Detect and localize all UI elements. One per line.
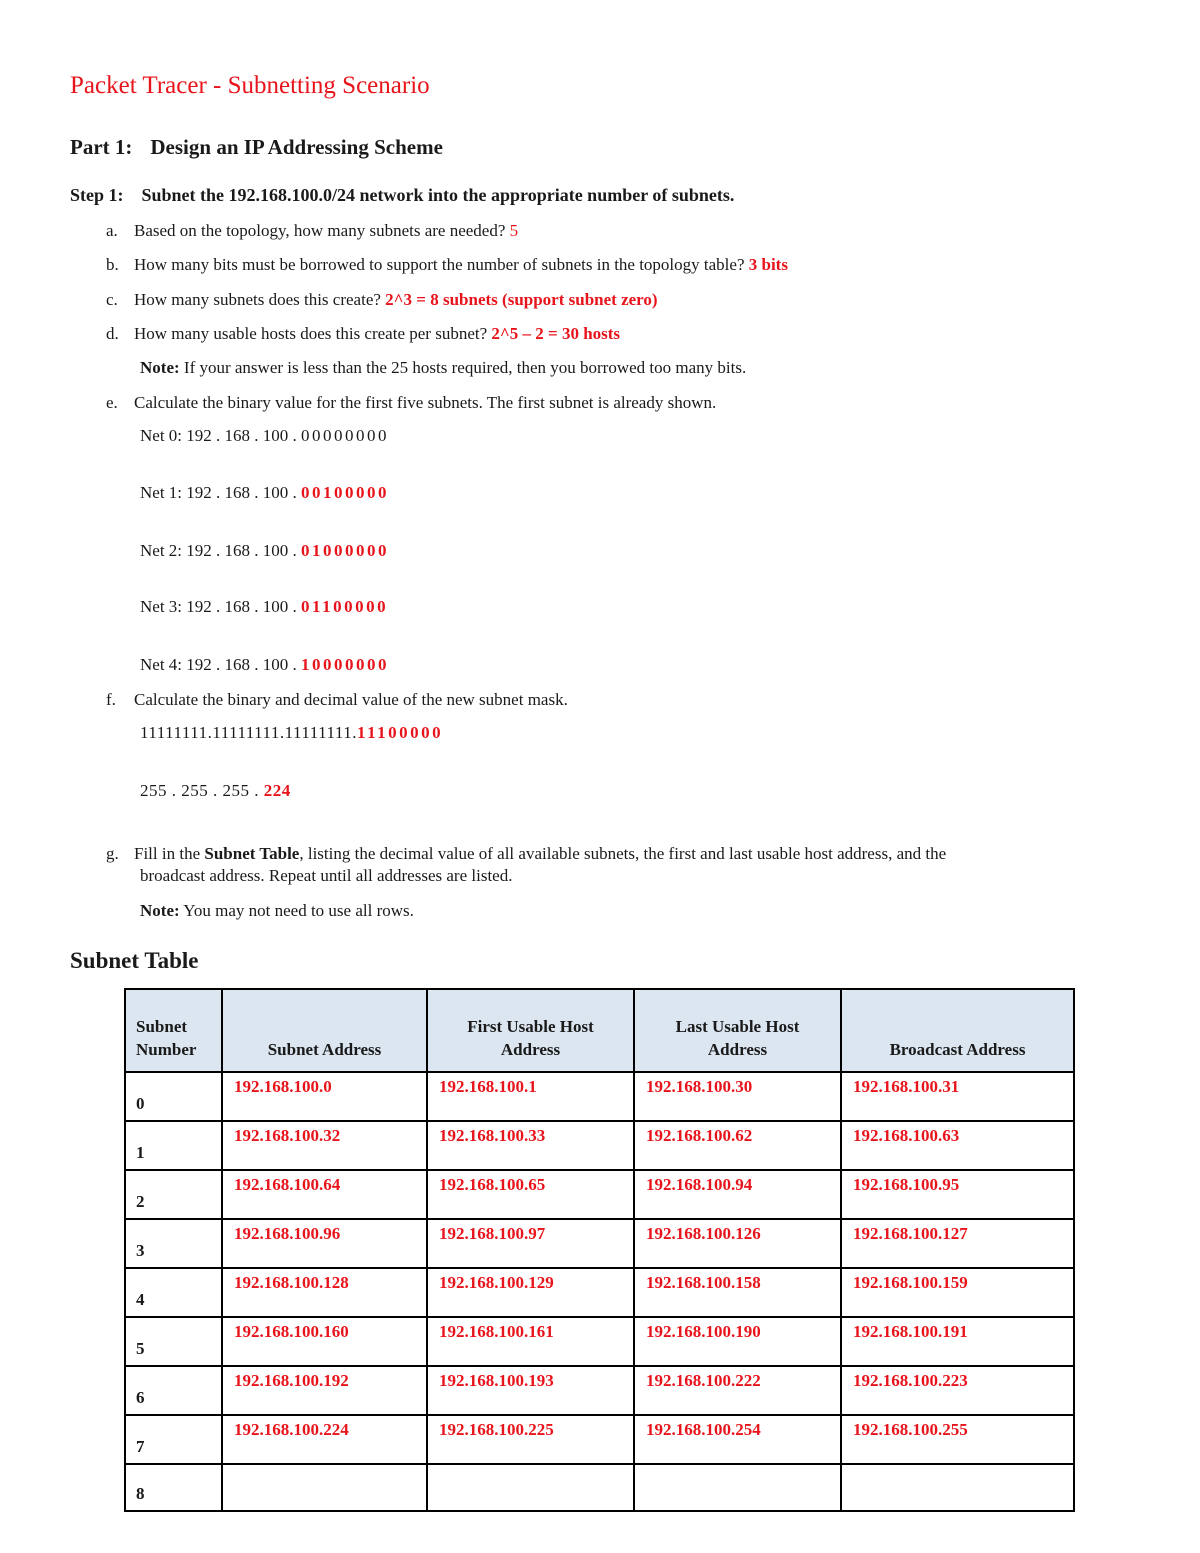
net-3-bits: 01100000 <box>301 597 389 616</box>
cell-last-usable: 192.168.100.254 <box>634 1415 841 1464</box>
question-d-letter: d. <box>106 324 119 343</box>
table-row <box>125 1464 1074 1511</box>
question-e <box>106 393 716 413</box>
cell-last-usable: 192.168.100.222 <box>634 1366 841 1415</box>
cell-first-usable <box>427 1464 634 1511</box>
cell-broadcast: 192.168.100.127 <box>841 1219 1074 1268</box>
cell-first-usable: 192.168.100.65 <box>427 1170 634 1219</box>
cell-first-usable: 192.168.100.129 <box>427 1268 634 1317</box>
table-row <box>125 1415 1074 1464</box>
question-c-letter: c. <box>106 290 118 309</box>
net-1 <box>140 483 389 503</box>
mask-binary-answer: 11100000 <box>357 723 444 742</box>
question-c-text: How many subnets does this create? <box>134 290 381 309</box>
cell-subnet-address: 192.168.100.224 <box>222 1415 427 1464</box>
table-header-row <box>125 989 1074 1072</box>
header-subnet-number: Subnet Number <box>125 989 222 1072</box>
question-a-answer: 5 <box>509 221 519 240</box>
cell-last-usable: 192.168.100.158 <box>634 1268 841 1317</box>
net-1-prefix: Net 1: 192 . 168 . 100 . <box>140 483 302 502</box>
question-a <box>106 221 518 241</box>
question-f <box>106 690 568 710</box>
step-heading <box>70 185 734 206</box>
part-heading <box>70 135 443 160</box>
question-b-letter: b. <box>106 255 119 274</box>
step-label: Step 1: <box>70 185 124 205</box>
cell-subnet-address: 192.168.100.0 <box>222 1072 427 1121</box>
question-g-line2: broadcast address. Repeat until all addresses are listed. <box>140 866 513 885</box>
table-row <box>125 1268 1074 1317</box>
cell-broadcast: 192.168.100.159 <box>841 1268 1074 1317</box>
question-f-letter: f. <box>106 690 116 709</box>
cell-subnet-number: 4 <box>125 1268 222 1317</box>
question-g-bold: Subnet Table <box>204 844 300 863</box>
mask-decimal-prefix: 255 . 255 . 255 . <box>140 781 264 800</box>
question-d-text: How many usable hosts does this create per subnet? <box>134 324 488 343</box>
net-2-bits: 01000000 <box>301 541 390 560</box>
part-text: Design an IP Addressing Scheme <box>150 135 443 159</box>
note-d <box>140 358 746 378</box>
mask-decimal <box>140 781 291 801</box>
net-3 <box>140 597 388 617</box>
mask-binary-prefix: 11111111.11111111.11111111. <box>140 723 358 742</box>
cell-last-usable: 192.168.100.30 <box>634 1072 841 1121</box>
cell-subnet-number: 0 <box>125 1072 222 1121</box>
header-broadcast: Broadcast Address <box>841 989 1074 1072</box>
question-g <box>106 844 946 864</box>
cell-broadcast: 192.168.100.31 <box>841 1072 1074 1121</box>
cell-subnet-number: 1 <box>125 1121 222 1170</box>
mask-decimal-answer: 224 <box>263 781 291 800</box>
cell-last-usable <box>634 1464 841 1511</box>
net-2 <box>140 541 389 561</box>
note-g-text: You may not need to use all rows. <box>183 901 414 920</box>
cell-broadcast: 192.168.100.223 <box>841 1366 1074 1415</box>
table-row <box>125 1121 1074 1170</box>
table-row <box>125 1170 1074 1219</box>
net-0 <box>140 426 389 446</box>
cell-broadcast: 192.168.100.191 <box>841 1317 1074 1366</box>
header-first-usable: First Usable Host Address <box>427 989 634 1072</box>
table-row <box>125 1219 1074 1268</box>
cell-first-usable: 192.168.100.33 <box>427 1121 634 1170</box>
net-0-bits: 00000000 <box>301 426 390 445</box>
cell-subnet-number: 6 <box>125 1366 222 1415</box>
question-c <box>106 290 658 310</box>
question-e-text: Calculate the binary value for the first five subnets. The first subnet is already shown. <box>134 393 717 412</box>
net-1-bits: 00100000 <box>301 483 390 502</box>
cell-first-usable: 192.168.100.225 <box>427 1415 634 1464</box>
cell-last-usable: 192.168.100.190 <box>634 1317 841 1366</box>
cell-subnet-address: 192.168.100.128 <box>222 1268 427 1317</box>
net-4 <box>140 655 389 675</box>
question-b-text: How many bits must be borrowed to support the number of subnets in the topology table? <box>134 255 745 274</box>
cell-broadcast: 192.168.100.255 <box>841 1415 1074 1464</box>
question-f-text: Calculate the binary and decimal value of the new subnet mask. <box>134 690 568 709</box>
question-d <box>106 324 620 344</box>
question-c-answer: 2^3 = 8 subnets (support subnet zero) <box>385 290 658 309</box>
question-g-letter: g. <box>106 844 119 863</box>
cell-subnet-number: 7 <box>125 1415 222 1464</box>
cell-subnet-address: 192.168.100.160 <box>222 1317 427 1366</box>
cell-last-usable: 192.168.100.62 <box>634 1121 841 1170</box>
net-4-prefix: Net 4: 192 . 168 . 100 . <box>140 655 302 674</box>
cell-subnet-number: 5 <box>125 1317 222 1366</box>
note-d-text: If your answer is less than the 25 hosts required, then you borrowed too many bits. <box>183 358 747 377</box>
question-g-text-before: Fill in the <box>134 844 205 863</box>
table-row <box>125 1366 1074 1415</box>
mask-binary <box>140 723 443 743</box>
cell-first-usable: 192.168.100.193 <box>427 1366 634 1415</box>
cell-subnet-address: 192.168.100.192 <box>222 1366 427 1415</box>
net-2-prefix: Net 2: 192 . 168 . 100 . <box>140 541 302 560</box>
cell-first-usable: 192.168.100.161 <box>427 1317 634 1366</box>
table-title: Subnet Table <box>70 948 199 973</box>
note-g-label: Note: <box>140 901 180 920</box>
question-b <box>106 255 788 275</box>
cell-subnet-address: 192.168.100.64 <box>222 1170 427 1219</box>
cell-subnet-address <box>222 1464 427 1511</box>
page-title: Packet Tracer - Subnetting Scenario <box>70 72 430 99</box>
cell-broadcast <box>841 1464 1074 1511</box>
net-3-prefix: Net 3: 192 . 168 . 100 . <box>140 597 302 616</box>
question-g-text-after: , listing the decimal value of all available subnets, the first and last usable host address, and the <box>299 844 947 863</box>
table-row <box>125 1072 1074 1121</box>
header-subnet-address: Subnet Address <box>222 989 427 1072</box>
question-e-letter: e. <box>106 393 118 412</box>
subnet-table <box>124 988 1075 1512</box>
cell-subnet-number: 2 <box>125 1170 222 1219</box>
question-a-letter: a. <box>106 221 118 240</box>
cell-subnet-number: 3 <box>125 1219 222 1268</box>
cell-first-usable: 192.168.100.97 <box>427 1219 634 1268</box>
table-row <box>125 1317 1074 1366</box>
part-label: Part 1: <box>70 135 133 159</box>
note-g <box>140 901 414 921</box>
net-4-bits: 10000000 <box>301 655 390 674</box>
step-text: Subnet the 192.168.100.0/24 network into the appropriate number of subnets. <box>141 185 735 205</box>
cell-first-usable: 192.168.100.1 <box>427 1072 634 1121</box>
cell-broadcast: 192.168.100.63 <box>841 1121 1074 1170</box>
net-0-prefix: Net 0: 192 . 168 . 100 . <box>140 426 302 445</box>
cell-subnet-number: 8 <box>125 1464 222 1511</box>
cell-broadcast: 192.168.100.95 <box>841 1170 1074 1219</box>
cell-subnet-address: 192.168.100.96 <box>222 1219 427 1268</box>
cell-last-usable: 192.168.100.126 <box>634 1219 841 1268</box>
question-d-answer: 2^5 – 2 = 30 hosts <box>491 324 621 343</box>
cell-subnet-address: 192.168.100.32 <box>222 1121 427 1170</box>
header-last-usable: Last Usable Host Address <box>634 989 841 1072</box>
cell-last-usable: 192.168.100.94 <box>634 1170 841 1219</box>
question-a-text: Based on the topology, how many subnets are needed? <box>134 221 506 240</box>
question-b-answer: 3 bits <box>748 255 788 274</box>
note-d-label: Note: <box>140 358 180 377</box>
